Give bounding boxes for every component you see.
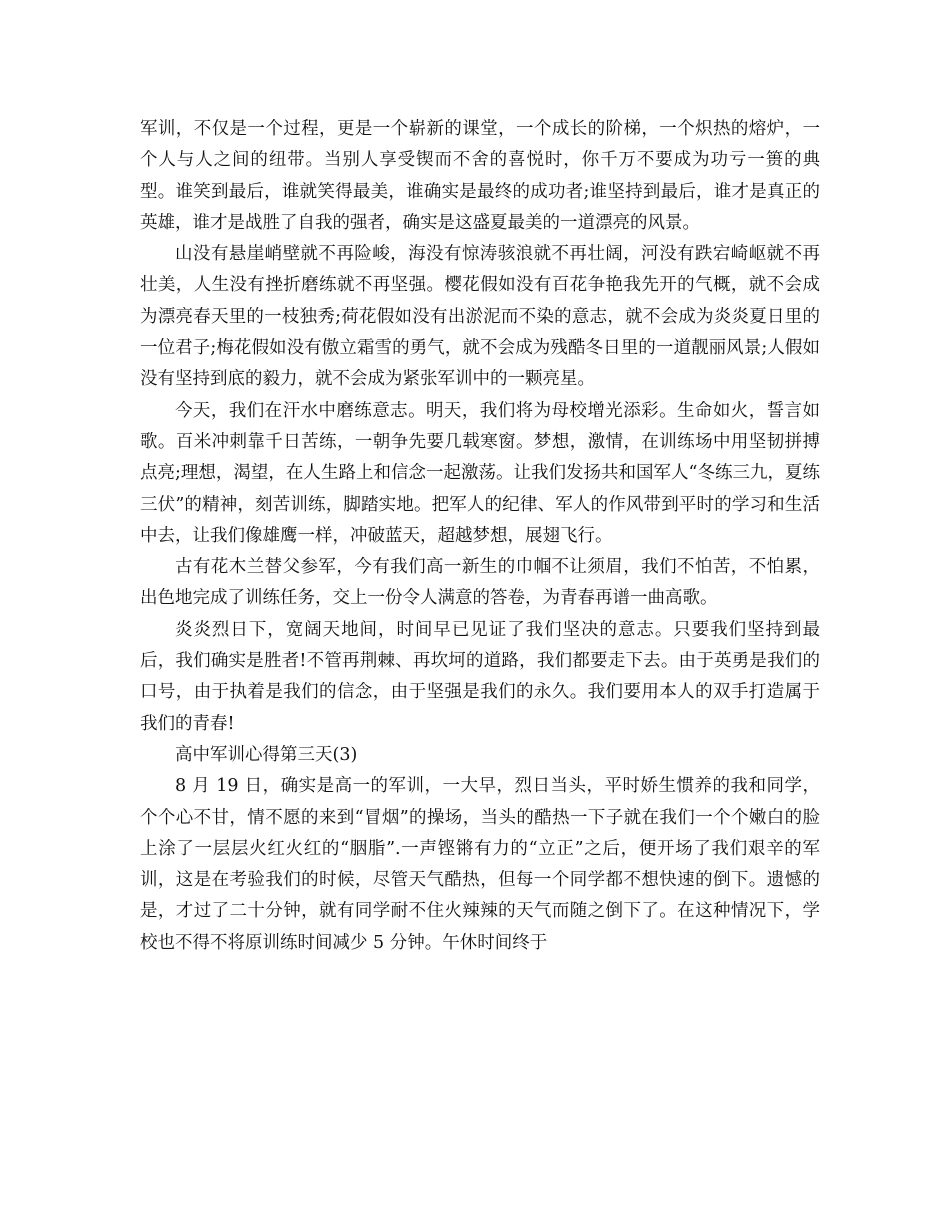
document-body xyxy=(140,114,820,959)
paragraph: 8 月 19 日，确实是高一的军训，一大早，烈日当头，平时娇生惯养的我和同学，个个心不甘，情不愿的来到“冒烟”的操场，当头的酷热一下子就在我们一个个嫩白的脸上涂了一层层火红火红的“胭脂”.一声铿锵有力的“立正”之后，便开场了我们艰辛的军训，这是在考验我们的时候，尽管天气酷热，但每一个同学都不想快速的倒下。遗憾的是，才过了二十分钟，就有同学耐不住火辣辣的天气而随之倒下了。在这种情况下，学校也不得不将原训练时间减少 5 分钟。午休时间终于 xyxy=(140,776,820,953)
paragraph: 古有花木兰替父参军，今有我们高一新生的巾帼不让须眉，我们不怕苦，不怕累，出色地完成了训练任务，交上一份令人满意的答卷，为青春再谱一曲高歌。 xyxy=(140,557,820,609)
paragraph: 军训，不仅是一个过程，更是一个崭新的课堂，一个成长的阶梯，一个炽热的熔炉，一个人与人之间的纽带。当别人享受锲而不舍的喜悦时，你千万不要成为功亏一篑的典型。谁笑到最后，谁就笑得最美，谁确实是最终的成功者;谁坚持到最后，谁才是真正的英雄，谁才是战胜了自我的强者，确实是这盛夏最美的一道漂亮的风景。 xyxy=(140,119,820,233)
paragraph: 今天，我们在汗水中磨练意志。明天，我们将为母校增光添彩。生命如火，誓言如歌。百米冲刺靠千日苦练，一朝争先要几载寒窗。梦想，激情，在训练场中用坚韧拼搏点亮;理想，渴望，在人生路上和信念一起激荡。让我们发扬共和国军人“冬练三九，夏练三伏”的精神，刻苦训练，脚踏实地。把军人的纪律、军人的作风带到平时的学习和生活中去，让我们像雄鹰一样，冲破蓝天，超越梦想，展翅飞行。 xyxy=(140,400,820,546)
paragraph: 山没有悬崖峭壁就不再险峻，海没有惊涛骇浪就不再壮阔，河没有跌宕崎岖就不再壮美，人生没有挫折磨练就不再坚强。樱花假如没有百花争艳我先开的气概，就不会成为漂亮春天里的一枝独秀;荷花假如没有出淤泥而不染的意志，就不会成为炎炎夏日里的一位君子;梅花假如没有傲立霜雪的勇气，就不会成为残酷冬日里的一道靓丽风景;人假如没有坚持到底的毅力，就不会成为紧张军训中的一颗亮星。 xyxy=(140,244,820,390)
paragraph: 炎炎烈日下，宽阔天地间，时间早已见证了我们坚决的意志。只要我们坚持到最后，我们确实是胜者!不管再荆棘、再坎坷的道路，我们都要走下去。由于英勇是我们的口号，由于执着是我们的信念，由于坚强是我们的永久。我们要用本人的双手打造属于我们的青春! xyxy=(140,619,820,734)
section-heading: 高中军训心得第三天(3) xyxy=(175,744,358,765)
